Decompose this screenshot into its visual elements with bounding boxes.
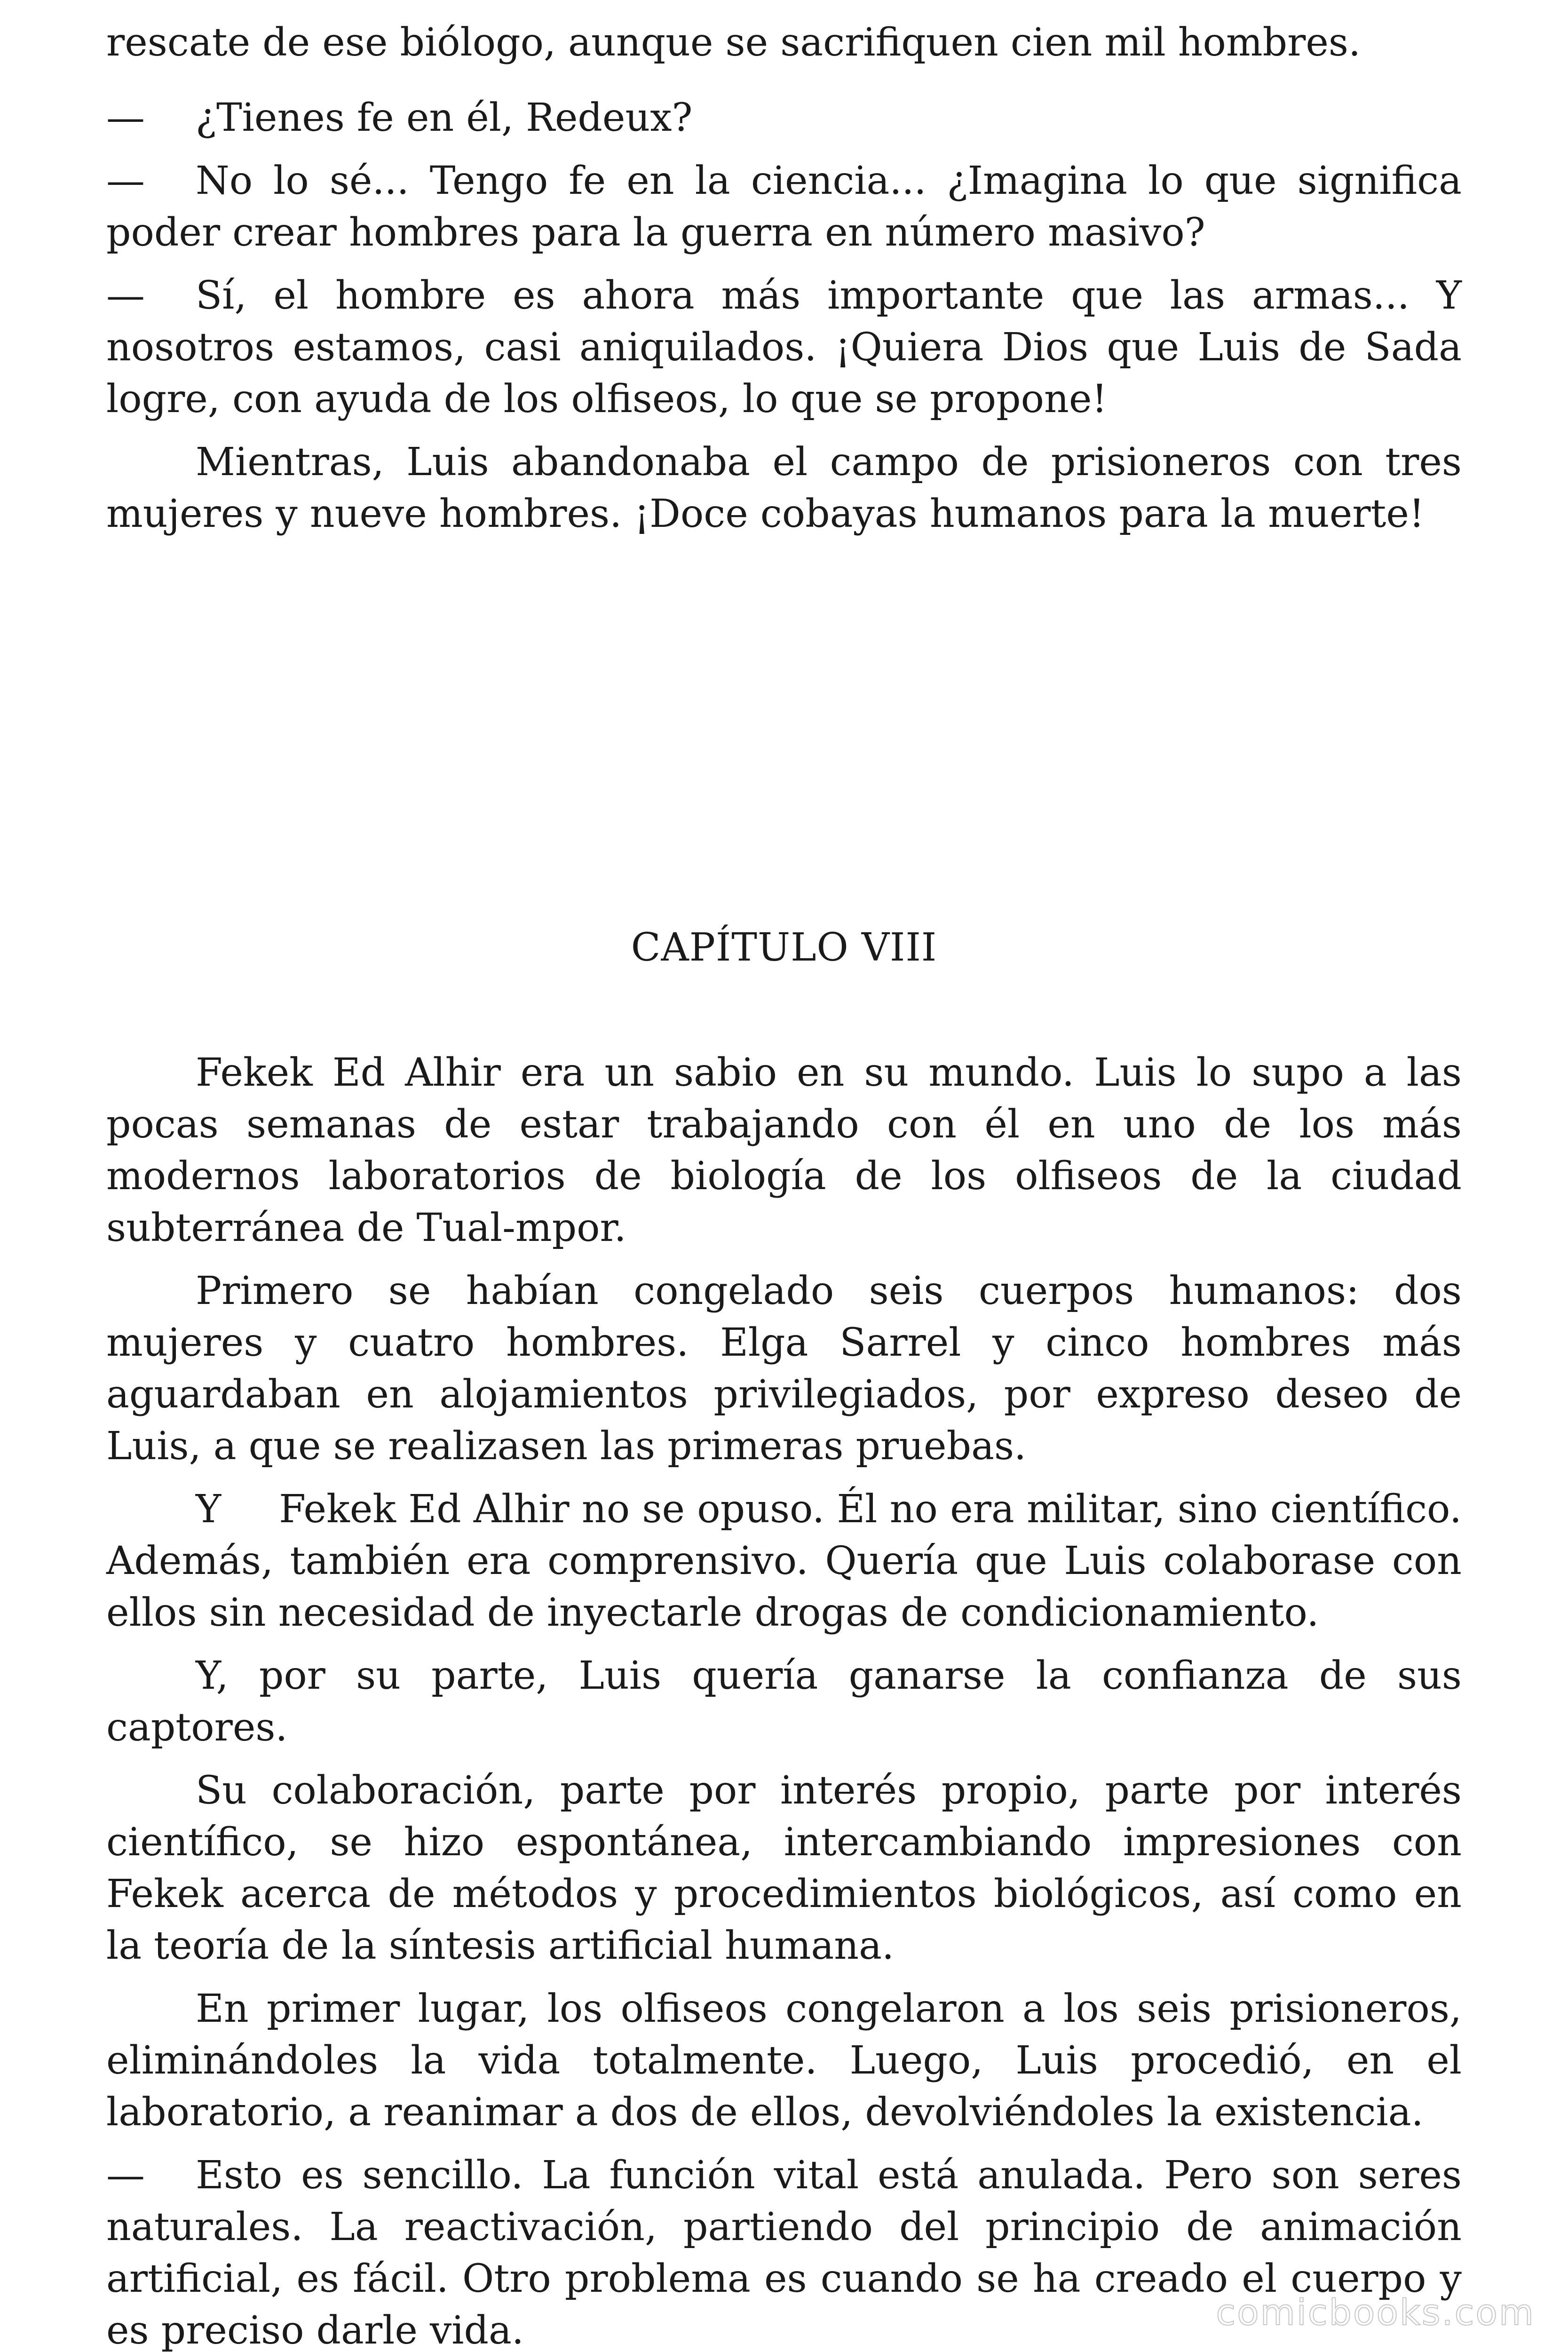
- narrative-paragraph: [106, 437, 1462, 540]
- narrative-paragraph: [106, 1650, 1462, 1754]
- continued-paragraph: rescate de ese biólogo, aunque se sacrifiquen cien mil hombres.: [106, 20, 1361, 65]
- paragraph-text: Sí, el hombre es ahora más importante que las armas... Y nosotros estamos, casi aniquilados. ¡Quiera Dios que Luis de Sada logre, con ayuda de los olfiseos, lo que se propone!: [106, 273, 1462, 421]
- dialogue-dash: —: [106, 2153, 145, 2198]
- dialogue-dash: —: [106, 273, 145, 318]
- paragraph-text: Primero se habían congelado seis cuerpos humanos: dos mujeres y cuatro hombres. Elga Sarrel y cinco hombres más aguardaban en alojamientos privilegiados, por expreso deseo de Luis, a que se realizasen las primeras pruebas.: [106, 1269, 1462, 1469]
- chapter-heading: CAPÍTULO VIII: [631, 925, 937, 970]
- dialogue-line: [106, 92, 1462, 144]
- narrative-paragraph: [106, 1983, 1462, 2138]
- paragraph-text: ¿Tienes fe en él, Redeux?: [196, 95, 693, 140]
- paragraph-text: Su colaboración, parte por interés propio, parte por interés científico, se hizo espontánea, intercambiando impresiones con Fekek acerca de métodos y procedimientos biológicos, así como en la teoría de la síntesis artificial humana.: [106, 1768, 1462, 1968]
- paragraph-text: No lo sé... Tengo fe en la ciencia... ¿Imagina lo que significa poder crear hombres para la guerra en número masivo?: [106, 159, 1462, 255]
- watermark-text: comicbooks.com: [1216, 2291, 1535, 2333]
- paragraph-text: Mientras, Luis abandonaba el campo de prisioneros con tres mujeres y nueve hombres. ¡Doce cobayas humanos para la muerte!: [106, 440, 1462, 536]
- dialogue-line: [106, 155, 1462, 259]
- paragraph-text: Y Fekek Ed Alhir no se opuso. Él no era militar, sino científico. Además, también era comprensivo. Quería que Luis colaborase con ellos sin necesidad de inyectarle drogas de condicionamiento.: [106, 1487, 1462, 1635]
- narrative-paragraph: [106, 1765, 1462, 1972]
- dialogue-section: [106, 92, 1462, 551]
- paragraph-text: Esto es sencillo. La función vital está anulada. Pero son seres naturales. La reactivación, partiendo del principio de animación artificial, es fácil. Otro problema es cuando se ha creado el cuerpo y es preciso darle vida.: [106, 2153, 1462, 2352]
- narrative-paragraph: [106, 1047, 1462, 1254]
- chapter-body: [106, 1047, 1462, 2352]
- paragraph-text: En primer lugar, los olfiseos congelaron a los seis prisioneros, eliminándoles la vida totalmente. Luego, Luis procedió, en el laboratorio, a reanimar a dos de ellos, devolviéndoles la existencia.: [106, 1986, 1462, 2135]
- dialogue-line: [106, 270, 1462, 425]
- dialogue-dash: —: [106, 159, 145, 203]
- narrative-paragraph: [106, 1265, 1462, 1472]
- paragraph-text: Y, por su parte, Luis quería ganarse la confianza de sus captores.: [106, 1653, 1462, 1750]
- narrative-paragraph: [106, 1484, 1462, 1639]
- paragraph-text: Fekek Ed Alhir era un sabio en su mundo. Luis lo supo a las pocas semanas de estar trabajando con él en uno de los más modernos laboratorios de biología de los olfiseos de la ciudad subterránea de Tual-mpor.: [106, 1050, 1462, 1250]
- dialogue-dash: —: [106, 95, 145, 140]
